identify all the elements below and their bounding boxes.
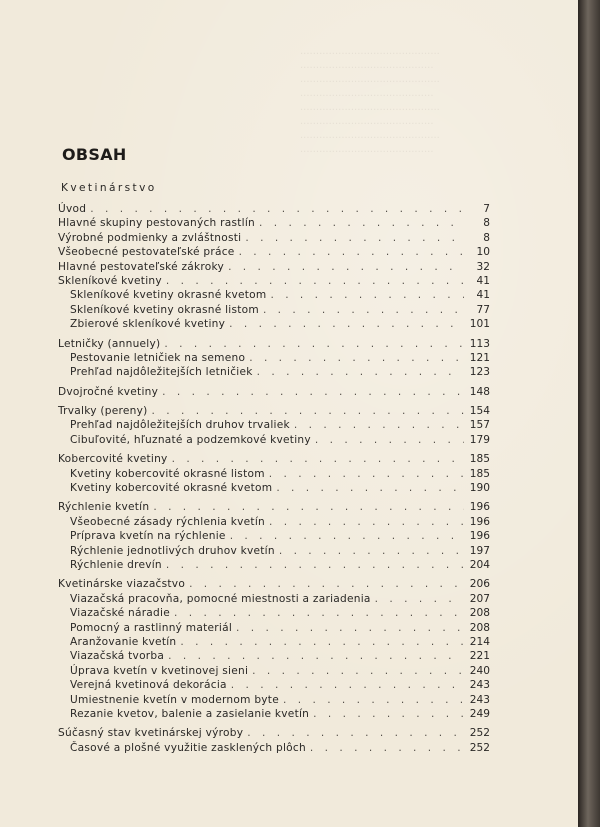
- dot-leader: [226, 529, 464, 543]
- toc-entry: [58, 260, 490, 274]
- entry-title: Pomocný a rastlinný materiál: [70, 621, 233, 634]
- dot-leader: [149, 500, 464, 514]
- toc-subentry: [58, 621, 490, 635]
- dot-leader: [272, 481, 464, 495]
- dot-leader: [309, 707, 464, 721]
- page-number: 252: [469, 741, 490, 754]
- toc-subentry: [58, 707, 490, 721]
- page-number: 179: [469, 433, 490, 446]
- toc-subentry: [58, 351, 490, 365]
- toc-group: [58, 385, 490, 399]
- page-title: OBSAH: [62, 145, 127, 164]
- entry-title: Výrobné podmienky a zvláštnosti: [58, 231, 242, 244]
- toc-entry: [58, 500, 490, 514]
- toc-subentry: [58, 467, 490, 481]
- page-number: 243: [469, 693, 490, 706]
- toc-subentry: [58, 649, 490, 663]
- dot-leader: [245, 351, 464, 365]
- entry-title: Hlavné pestovateľské zákroky: [58, 260, 225, 273]
- dot-leader: [266, 288, 464, 302]
- toc-entry: [58, 231, 490, 245]
- entry-title: Umiestnenie kvetín v modernom byte: [70, 693, 279, 706]
- page-number: 190: [469, 482, 490, 495]
- entry-title: Úvod: [58, 203, 87, 215]
- toc-entry: [58, 337, 490, 351]
- dot-leader: [259, 303, 464, 317]
- entry-title: Skleníkové kvetiny okrasné listom: [70, 303, 259, 316]
- entry-title: Prehľad najdôležitejších letničiek: [70, 366, 253, 379]
- entry-title: Prehľad najdôležitejších druhov trvaliek: [70, 419, 290, 432]
- dot-leader: [158, 385, 464, 399]
- entry-title: Rýchlenie drevín: [70, 558, 162, 571]
- dot-leader: [306, 741, 464, 755]
- entry-title: Príprava kvetín na rýchlenie: [70, 530, 226, 543]
- entry-title: Verejná kvetinová dekorácia: [70, 679, 227, 692]
- page-number: 252: [469, 727, 490, 740]
- page-number: 32: [476, 260, 490, 273]
- dot-leader: [225, 317, 464, 331]
- entry-title: Kvetinárske viazačstvo: [58, 578, 186, 591]
- table-of-contents: [58, 180, 490, 755]
- entry-title: Pestovanie letničiek na semeno: [70, 351, 246, 364]
- toc-subentry: [58, 481, 490, 495]
- dot-leader: [86, 202, 464, 216]
- dot-leader: [241, 231, 464, 245]
- dot-leader: [232, 621, 464, 635]
- page-number: 214: [469, 635, 490, 648]
- entry-title: Cibuľovité, hľuznaté a podzemkové kvetiny: [70, 433, 311, 446]
- toc-group: [58, 577, 490, 721]
- toc-subentry: [58, 635, 490, 649]
- dot-leader: [170, 606, 464, 620]
- toc-entry: [58, 726, 490, 740]
- entry-title: Viazačská tvorba: [70, 650, 165, 663]
- toc-subentry: [58, 544, 490, 558]
- page-number: 41: [476, 289, 490, 302]
- dot-leader: [275, 544, 464, 558]
- toc-entry: [58, 385, 490, 399]
- entry-title: Časové a plošné využitie zasklených plôch: [70, 741, 306, 754]
- entry-title: Trvalky (pereny): [58, 405, 148, 418]
- page-number: 196: [469, 501, 490, 514]
- dot-leader: [185, 577, 464, 591]
- entry-title: Všeobecné zásady rýchlenia kvetín: [70, 515, 265, 528]
- page-number: 221: [469, 650, 490, 663]
- page-number: 204: [469, 558, 490, 571]
- page-number: 113: [469, 337, 490, 350]
- dot-leader: [176, 635, 464, 649]
- toc-entry: [58, 452, 490, 466]
- entry-title: Kvetiny kobercovité okrasné listom: [70, 467, 265, 480]
- show-through-text: ............................................ .......................................... ............................................ .......................................... ............................................ .......................................... ............................................ ..........................................: [300, 46, 440, 155]
- toc-subentry: [58, 693, 490, 707]
- toc-subentry: [58, 365, 490, 379]
- page-number: 8: [483, 217, 490, 230]
- entry-title: Zbierové skleníkové kvetiny: [70, 318, 226, 331]
- entry-title: Letničky (annuely): [58, 337, 161, 350]
- toc-group: [58, 404, 490, 447]
- page-number: 185: [469, 467, 490, 480]
- page-number: 196: [469, 515, 490, 528]
- dot-leader: [371, 592, 464, 606]
- toc-subentry: [58, 664, 490, 678]
- toc-subentry: [58, 418, 490, 432]
- page-number: 7: [483, 203, 490, 215]
- entry-title: Úprava kvetín v kvetinovej sieni: [70, 664, 249, 677]
- entry-title: Všeobecné pestovateľské práce: [58, 246, 235, 259]
- entry-title: Viazačské náradie: [70, 607, 170, 620]
- toc-subentry: [58, 433, 490, 447]
- toc-subentry: [58, 592, 490, 606]
- dot-leader: [148, 404, 465, 418]
- page-number: 154: [469, 405, 490, 418]
- entry-title: Hlavné skupiny pestovaných rastlín: [58, 217, 255, 230]
- entry-title: Dvojročné kvetiny: [58, 385, 159, 398]
- toc-subentry: [58, 303, 490, 317]
- toc-subentry: [58, 288, 490, 302]
- page-number: 243: [469, 679, 490, 692]
- dot-leader: [265, 515, 464, 529]
- page-number: 208: [469, 621, 490, 634]
- entry-title: Rezanie kvetov, balenie a zasielanie kvetín: [70, 707, 310, 720]
- page-number: 123: [469, 366, 490, 379]
- entry-title: Viazačská pracovňa, pomocné miestnosti a zariadenia: [70, 592, 371, 605]
- page-number: 207: [469, 592, 490, 605]
- toc-subentry: [58, 678, 490, 692]
- toc-subentry: [58, 558, 490, 572]
- entry-title: Rýchlenie jednotlivých druhov kvetín: [70, 544, 275, 557]
- page-number: 185: [469, 453, 490, 466]
- page-number: 197: [469, 544, 490, 557]
- dot-leader: [243, 726, 464, 740]
- toc-group: [58, 202, 490, 332]
- toc-entry: [58, 216, 490, 230]
- dot-leader: [248, 664, 464, 678]
- page-number: 41: [476, 274, 490, 287]
- section-heading: Kvetinárstvo: [61, 182, 157, 194]
- toc-subentry: [58, 317, 490, 331]
- page-number: 157: [469, 419, 490, 432]
- page-number: 121: [469, 351, 490, 364]
- page-number: 101: [469, 318, 490, 331]
- toc-subentry: [58, 741, 490, 755]
- toc-subentry: [58, 606, 490, 620]
- toc-group: [58, 726, 490, 755]
- toc-group: [58, 337, 490, 380]
- dot-leader: [290, 418, 464, 432]
- entry-title: Skleníkové kvetiny okrasné kvetom: [70, 289, 267, 302]
- entry-title: Kobercovité kvetiny: [58, 453, 168, 466]
- toc-group: [58, 500, 490, 572]
- dot-leader: [164, 649, 464, 663]
- entry-title: Kvetiny kobercovité okrasné kvetom: [70, 482, 273, 495]
- toc-entry: [58, 577, 490, 591]
- book-spine: [578, 0, 600, 827]
- dot-leader: [253, 365, 464, 379]
- toc-subentry: [58, 529, 490, 543]
- page-number: 196: [469, 530, 490, 543]
- page-number: 77: [476, 303, 490, 316]
- entry-title: Súčasný stav kvetinárskej výroby: [58, 727, 244, 740]
- dot-leader: [227, 678, 464, 692]
- page-number: 206: [469, 578, 490, 591]
- page-number: 8: [483, 231, 490, 244]
- entry-title: Aranžovanie kvetín: [70, 635, 177, 648]
- dot-leader: [168, 452, 464, 466]
- dot-leader: [255, 216, 464, 230]
- dot-leader: [224, 260, 464, 274]
- page-number: 208: [469, 607, 490, 620]
- dot-leader: [265, 467, 464, 481]
- toc-entry: [58, 404, 490, 418]
- page-number: 10: [476, 246, 490, 259]
- dot-leader: [160, 337, 464, 351]
- dot-leader: [311, 433, 464, 447]
- dot-leader: [162, 274, 464, 288]
- toc-group: [58, 452, 490, 495]
- dot-leader: [235, 245, 464, 259]
- entry-title: Rýchlenie kvetín: [58, 501, 150, 514]
- toc-entry: [58, 245, 490, 259]
- toc-entry: [58, 202, 490, 216]
- page-number: 249: [469, 707, 490, 720]
- toc-subentry: [58, 515, 490, 529]
- page-number: 240: [469, 664, 490, 677]
- dot-leader: [162, 558, 464, 572]
- page-number: 148: [469, 385, 490, 398]
- dot-leader: [279, 693, 464, 707]
- toc-entry: [58, 274, 490, 288]
- entry-title: Skleníkové kvetiny: [58, 274, 162, 287]
